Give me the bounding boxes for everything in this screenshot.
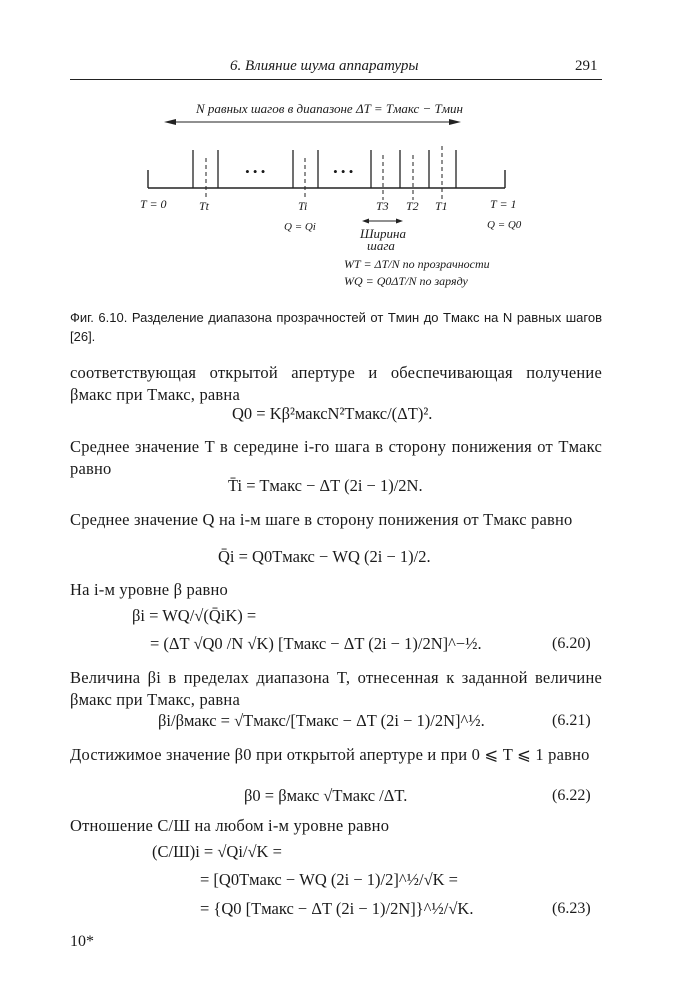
- paragraph-7: Отношение С/Ш на любом i-м уровне равно: [70, 816, 390, 835]
- equation-number-6-22: (6.22): [552, 787, 591, 804]
- arrow-left-head: [164, 119, 176, 125]
- equation-qi: Q̄i = Q0Tмакс − WQ (2i − 1)/2.: [218, 547, 431, 566]
- paragraph-4: На i-м уровне β равно: [70, 580, 228, 599]
- equation-6-23-line2: = [Q0Tмакс − WQ (2i − 1)/2]^½/√K =: [200, 870, 458, 889]
- signature-mark: 10*: [70, 933, 94, 950]
- equation-6-23-line3: = {Q0 [Tмакс − ΔT (2i − 1)/2N]}^½/√K.: [200, 899, 474, 918]
- figure-top-label: N равных шагов в диапазоне ΔT = Tмакс − Tмин: [196, 101, 463, 116]
- running-head: 6. Влияние шума аппаратуры: [230, 58, 419, 74]
- label-step: шага: [367, 238, 395, 253]
- equation-6-21: βi/βмакс = √Tмакс/[Tмакс − ΔT (2i − 1)/2N]^½.: [158, 711, 485, 730]
- label-t2: T2: [406, 199, 419, 213]
- page-number: 291: [575, 58, 598, 74]
- step-arrow-left: [362, 219, 369, 224]
- label-q-q0: Q = Q0: [487, 219, 522, 231]
- ellipsis-left: • • •: [245, 164, 266, 179]
- paragraph-3: Среднее значение Q на i-м шаге в сторону понижения от Tмакс равно: [70, 510, 573, 529]
- label-t3: T3: [376, 199, 389, 213]
- equation-6-23-line1: (С/Ш)i = √Qi/√K =: [152, 842, 282, 861]
- label-ti: Ti: [298, 199, 308, 213]
- arrow-right-head: [449, 119, 461, 125]
- equation-ti: T̄i = Tмакс − ΔT (2i − 1)/2N.: [228, 476, 423, 495]
- label-t0: T = 0: [140, 197, 167, 211]
- paragraph-6: Достижимое значение β0 при открытой апертуре и при 0 ⩽ T ⩽ 1 равно: [70, 745, 590, 764]
- paragraph-1: соответствующая открытой апертуре и обеспечивающая получение βмакс при Tмакс, равна: [70, 363, 602, 404]
- equation-q0: Q0 = Kβ²максN²Tмакс/(ΔT)².: [232, 404, 433, 423]
- label-t1-end: T = 1: [490, 197, 517, 211]
- label-t1: T1: [435, 199, 448, 213]
- label-tt: Tt: [199, 199, 210, 213]
- paragraph-2: Среднее значение T в середине i-го шага в сторону понижения от Tмакс равно: [70, 437, 602, 478]
- equation-6-20-line1: βi = WQ/√(Q̄iK) =: [132, 606, 257, 625]
- label-q-qi: Q = Qi: [284, 221, 316, 233]
- label-width: Ширина: [360, 226, 407, 241]
- equation-6-20-line2: = (ΔT √Q0 /N √K) [Tмакс − ΔT (2i − 1)/2N]^−½.: [150, 634, 482, 653]
- label-wt: WT = ΔT/N по прозрачности: [344, 257, 490, 271]
- equation-6-22: β0 = βмакс √Tмакс /ΔT.: [244, 786, 408, 805]
- figure-6-10: [0, 0, 679, 310]
- equation-number-6-20: (6.20): [552, 635, 591, 652]
- label-wq: WQ = Q0ΔT/N по заряду: [344, 274, 468, 288]
- equation-number-6-23: (6.23): [552, 900, 591, 917]
- figure-caption: Фиг. 6.10. Разделение диапазона прозрачностей от Tмин до Tмакс на N равных шагов [26].: [70, 310, 602, 344]
- paragraph-5: Величина βi в пределах диапазона T, отнесенная к заданной величине βмакс при Tмакс, равна: [70, 668, 602, 709]
- equation-number-6-21: (6.21): [552, 712, 591, 729]
- step-arrow-right: [396, 219, 403, 224]
- ellipsis-right: • • •: [333, 164, 354, 179]
